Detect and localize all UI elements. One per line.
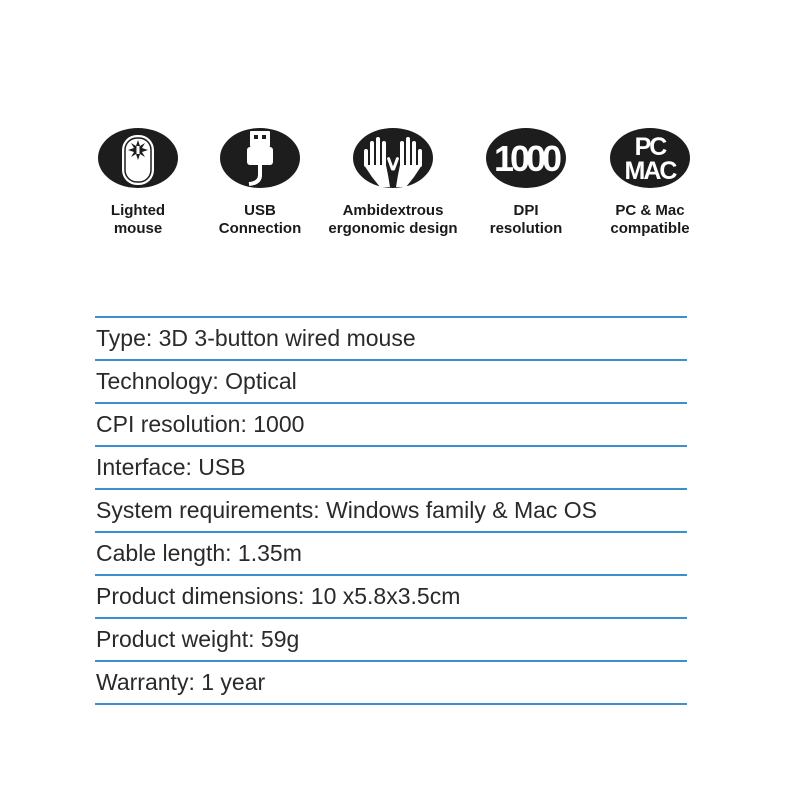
pc-badge-text: PC: [634, 133, 666, 161]
feature-caption: Ambidextrous ergonomic design: [328, 202, 458, 237]
dpi-1000-icon: [485, 127, 567, 189]
mac-badge-text: MAC: [624, 157, 676, 185]
feature-icons: [83, 125, 713, 245]
feature-caption: PC & Mac compatible: [610, 202, 690, 237]
pc-mac-icon: [609, 127, 691, 189]
feature-caption: Lighted mouse: [110, 202, 166, 237]
spec-system-requirements: System requirements: Windows family & Mac OS: [95, 490, 687, 533]
spec-weight: Product weight: 59g: [95, 619, 687, 662]
spec-dimensions: Product dimensions: 10 x5.8x3.5cm: [95, 576, 687, 619]
spec-interface: Interface: USB: [95, 447, 687, 490]
spec-technology: Technology: Optical: [95, 361, 687, 404]
usb-connector-icon: [219, 127, 301, 189]
spec-warranty: Warranty: 1 year: [95, 662, 687, 705]
spec-list: [95, 316, 687, 705]
spec-cable-length: Cable length: 1.35m: [95, 533, 687, 576]
spec-cpi-resolution: CPI resolution: 1000: [95, 404, 687, 447]
dpi-badge-text: 1000: [493, 138, 559, 179]
spec-type: Type: 3D 3-button wired mouse: [95, 318, 687, 361]
feature-caption: USB Connection: [218, 202, 302, 237]
lighted-mouse-icon: [97, 127, 179, 189]
hands-icon: [352, 127, 434, 189]
feature-caption: DPI resolution: [489, 202, 563, 237]
